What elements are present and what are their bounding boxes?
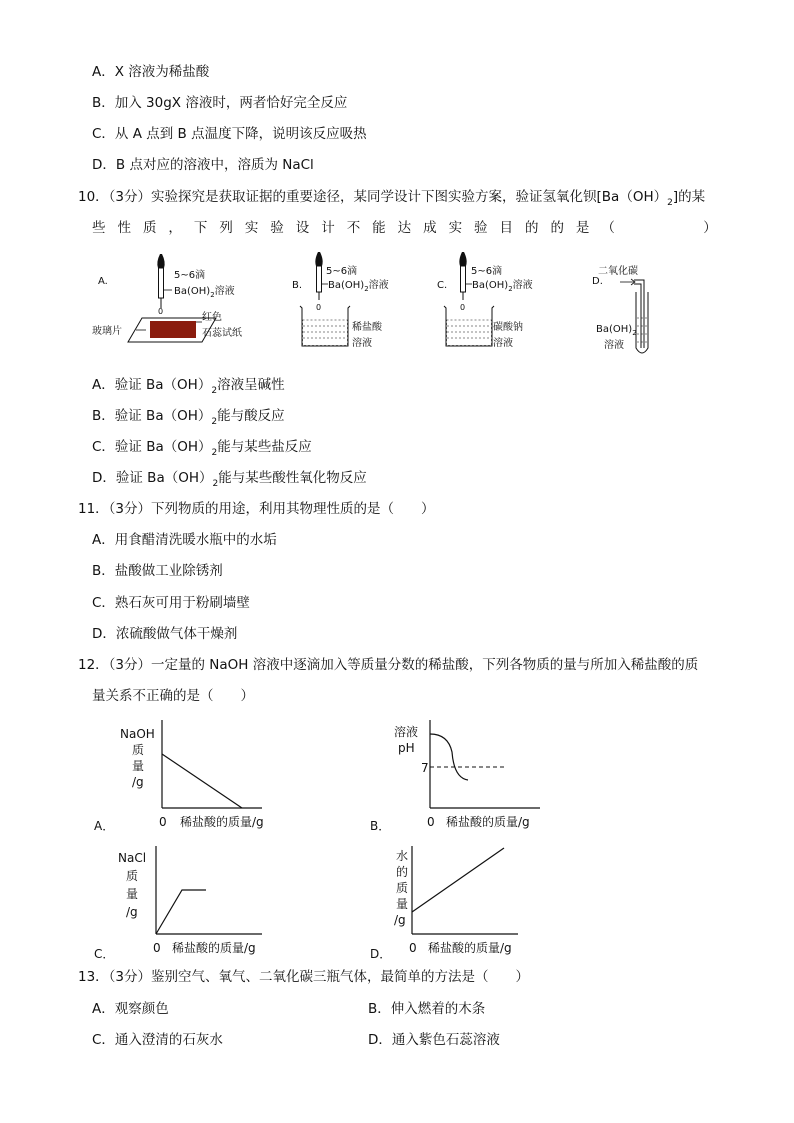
q10-b-drops: 5~6滴 xyxy=(326,266,358,277)
q13-option-b: B．伸入燃着的木条 xyxy=(368,1001,486,1017)
q13-option-a: A．观察颜色 xyxy=(92,1001,169,1017)
q12-a-ylabel-3: 量 xyxy=(132,759,145,773)
q12-b-xlabel: 稀盐酸的质量/g xyxy=(446,815,530,829)
q12-a-xlabel: 稀盐酸的质量/g xyxy=(180,815,264,829)
q10-figure-a xyxy=(90,250,260,350)
data-line xyxy=(430,734,468,780)
q10-figure-d xyxy=(590,258,670,368)
q12-graph-d xyxy=(368,842,568,964)
q10-d-gas-label: 二氧化碳 xyxy=(598,266,638,277)
test-tube xyxy=(636,292,648,353)
q10-b-solution-label1: 稀盐酸 xyxy=(352,322,382,333)
q10-option-d: D．验证 $Ba(OH)_2$能与某些酸性氧化物反应 xyxy=(92,470,367,489)
q12-c-ylabel-2: 质 xyxy=(126,869,139,883)
dropper-icon xyxy=(315,252,322,300)
q10-c-solution-label1: 碳酸钠 xyxy=(493,322,523,333)
q12-d-ylabel-4: 量 xyxy=(396,897,409,911)
q12-a-ylabel-4: /g xyxy=(132,775,144,789)
q12-b-ylabel-2: pH xyxy=(398,741,415,755)
q10-a-reagent: $Ba(OH)_2$溶液 xyxy=(174,286,235,299)
q10-c-drops: 5~6滴 xyxy=(471,266,503,277)
q10-option-c: C．验证 $Ba(OH)_2$能与某些盐反应 xyxy=(92,439,312,458)
q10-figure-b xyxy=(288,250,418,350)
q11-option-a: A．用食醋清洗暖水瓶中的水垢 xyxy=(92,532,277,548)
q10-d-letter: D. xyxy=(592,276,603,287)
q13-stem: 13．（3分）鉴别空气、氧气、二氧化碳三瓶气体，最简单的方法是（ ） xyxy=(78,969,530,985)
q9-option-d: D．B 点对应的溶液中，溶质为 NaCl xyxy=(92,157,314,173)
q10-b-zero: 0 xyxy=(316,303,322,312)
q12-b-mark: 7 xyxy=(421,761,429,775)
q10-a-zero: 0 xyxy=(158,307,164,316)
q12-d-ylabel-2: 的 xyxy=(396,865,409,879)
dropper-icon xyxy=(459,252,466,300)
q12-c-ylabel-4: /g xyxy=(126,905,138,919)
q12-a-origin: 0 xyxy=(159,815,167,829)
q12-d-ylabel-3: 质 xyxy=(396,881,409,895)
q10-c-reagent: $Ba(OH)_2$溶液 xyxy=(472,280,533,293)
data-line xyxy=(156,890,206,934)
q11-stem: 11．（3分）下列物质的用途，利用其物理性质的是（ ） xyxy=(78,501,435,517)
q12-stem-line1: 12．（3分）一定量的 NaOH 溶液中逐滴加入等质量分数的稀盐酸，下列各物质的量与所加入稀盐酸的质 xyxy=(78,657,699,673)
q12-c-ylabel-1: NaCl xyxy=(118,851,147,865)
q12-d-letter: D． xyxy=(370,947,392,961)
q10-stem-line2: 些 性 质 ， 下 列 实 验 设 计 不 能 达 成 实 验 目 的 的 是 （ ） xyxy=(92,220,717,236)
q12-a-ylabel-1: NaOH xyxy=(120,727,155,741)
q9-option-a: A．X 溶液为稀盐酸 xyxy=(92,64,210,80)
q10-option-a: A．验证 $Ba(OH)_2$溶液呈碱性 xyxy=(92,377,285,396)
q10-option-b: B．验证 $Ba(OH)_2$能与酸反应 xyxy=(92,408,285,427)
q12-b-origin: 0 xyxy=(427,815,435,829)
q9-option-c: C．从 A 点到 B 点温度下降，说明该反应吸热 xyxy=(92,126,367,142)
q10-b-letter: B. xyxy=(292,280,303,291)
q10-a-glass-label: 玻璃片 xyxy=(92,326,122,337)
q10-d-solution-label2: 溶液 xyxy=(604,340,624,351)
q13-option-d: D．通入紫色石蕊溶液 xyxy=(368,1032,500,1048)
q11-option-b: B．盐酸做工业除锈剂 xyxy=(92,563,223,579)
litmus-paper xyxy=(150,321,196,338)
q10-c-solution-label2: 溶液 xyxy=(493,338,513,349)
q11-option-c: C．熟石灰可用于粉刷墙壁 xyxy=(92,595,250,611)
data-line xyxy=(412,848,504,912)
q12-graph-c xyxy=(90,842,290,964)
q12-stem-line2: 量关系不正确的是（ ） xyxy=(92,688,254,704)
q10-a-paper-label2: 石蕊试纸 xyxy=(202,328,242,339)
q13-option-c: C．通入澄清的石灰水 xyxy=(92,1032,223,1048)
q10-stem-line1: 10．（3分）实验探究是获取证据的重要途径，某同学设计下图实验方案，验证氢氧化钡$[Ba(OH)_2]$的某 xyxy=(78,189,706,208)
data-line xyxy=(162,754,242,808)
dropper-icon xyxy=(157,254,164,308)
q12-graph-b xyxy=(368,716,568,836)
q12-graph-a xyxy=(90,716,290,836)
q10-a-letter: A. xyxy=(98,276,108,287)
q12-a-letter: A． xyxy=(94,819,115,833)
beaker-liquid xyxy=(303,320,348,346)
q10-c-letter: C. xyxy=(437,280,448,291)
q10-d-solution-label1: $Ba(OH)_2$ xyxy=(596,324,637,337)
q12-c-origin: 0 xyxy=(153,941,161,955)
beaker-liquid xyxy=(447,320,492,346)
q10-b-reagent: $Ba(OH)_2$溶液 xyxy=(328,280,389,293)
q12-b-letter: B． xyxy=(370,819,391,833)
q10-b-solution-label2: 溶液 xyxy=(352,338,372,349)
q12-d-ylabel-5: /g xyxy=(394,913,406,927)
q12-d-ylabel-1: 水 xyxy=(396,849,409,863)
q12-c-letter: C． xyxy=(94,947,115,961)
q10-a-drops: 5~6滴 xyxy=(174,270,206,281)
q12-b-ylabel-1: 溶液 xyxy=(394,725,419,739)
q12-d-origin: 0 xyxy=(409,941,417,955)
q12-d-xlabel: 稀盐酸的质量/g xyxy=(428,941,512,955)
q12-c-ylabel-3: 量 xyxy=(126,887,139,901)
q9-option-b: B．加入 30gX 溶液时，两者恰好完全反应 xyxy=(92,95,348,111)
q10-figure-c xyxy=(435,250,565,350)
q12-c-xlabel: 稀盐酸的质量/g xyxy=(172,941,256,955)
q11-option-d: D．浓硫酸做气体干燥剂 xyxy=(92,626,238,642)
q10-a-paper-label1: 红色 xyxy=(202,312,222,323)
q10-c-zero: 0 xyxy=(460,303,466,312)
q12-a-ylabel-2: 质 xyxy=(132,743,145,757)
